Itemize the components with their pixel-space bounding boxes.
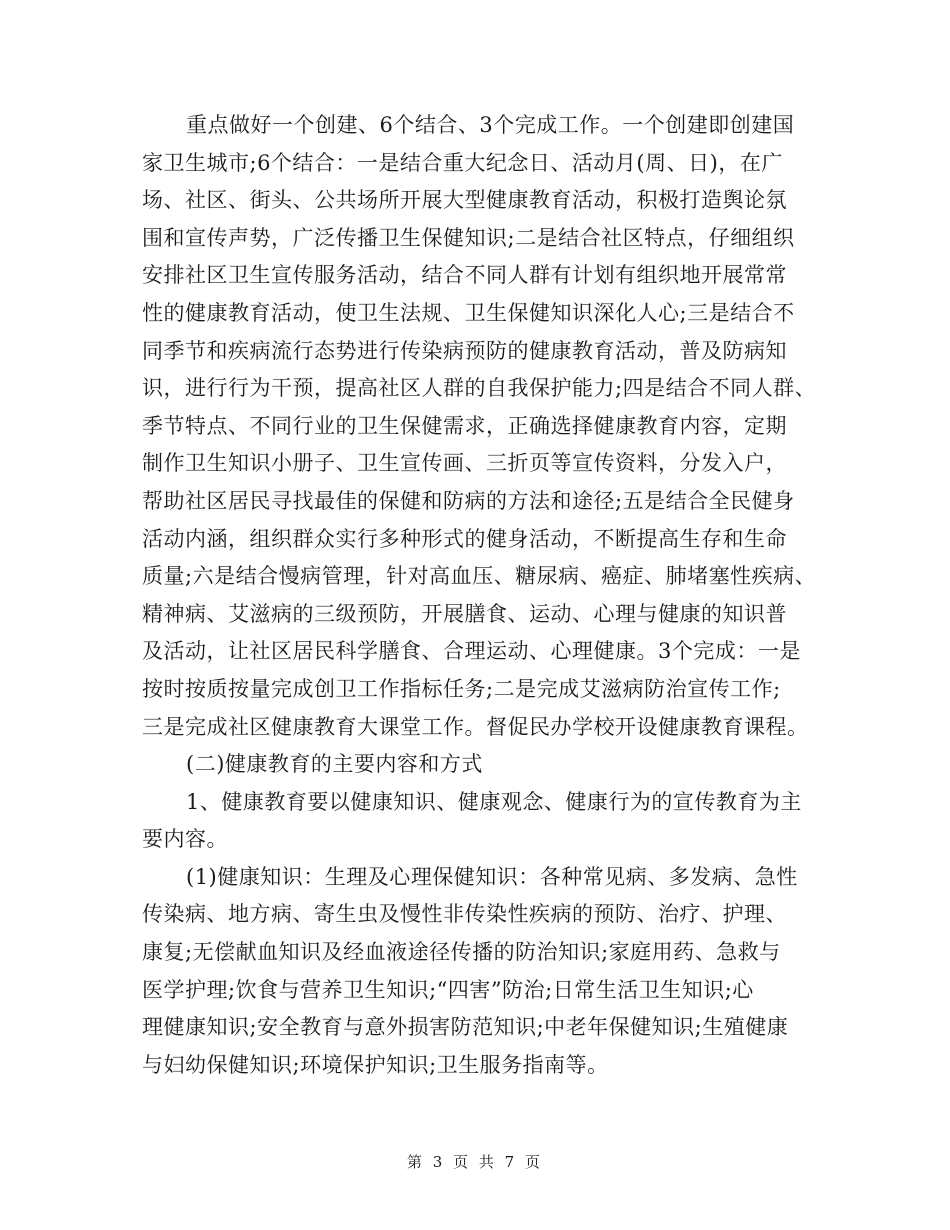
text-line: 重点做好一个创建、6个结合、3个完成工作。一个创建即创建国 [186, 113, 795, 137]
text-line: 三是完成社区健康教育大课堂工作。督促民办学校开设健康教育课程。 [142, 714, 809, 739]
text-line: (1)健康知识：生理及心理保健知识：各种常见病、多发病、急性 [186, 864, 798, 889]
document-body [142, 107, 822, 1084]
text-line: 同季节和疾病流行态势进行传染病预防的健康教育活动，普及防病知 [142, 338, 787, 363]
text-line: 帮助社区居民寻找最佳的保健和防病的方法和途径;五是结合全民健身 [142, 488, 795, 513]
text-line: 及活动，让社区居民科学膳食、合理运动、心理健康。3个完成：一是 [142, 639, 801, 664]
text-line: 场、社区、街头、公共场所开展大型健康教育活动，积极打造舆论氛 [142, 188, 787, 213]
text-line: 识，进行行为干预，提高社区人群的自我保护能力;四是结合不同人群、 [142, 376, 817, 401]
text-line: (二)健康教育的主要内容和方式 [186, 752, 483, 777]
text-line: 按时按质按量完成创卫工作指标任务;二是完成艾滋病防治宣传工作; [142, 676, 781, 701]
text-line: 活动内涵，组织群众实行多种形式的健身活动，不断提高生存和生命 [142, 526, 787, 551]
text-line: 医学护理;饮食与营养卫生知识;“四害”防治;日常生活卫生知识;心 [142, 977, 754, 1002]
text-line: 季节特点、不同行业的卫生保健需求，正确选择健康教育内容，定期 [142, 413, 787, 438]
text-line: 精神病、艾滋病的三级预防，开展膳食、运动、心理与健康的知识普 [142, 601, 787, 626]
text-line: 与妇幼保健知识;环境保护知识;卫生服务指南等。 [142, 1052, 609, 1077]
text-line: 制作卫生知识小册子、卫生宣传画、三折页等宣传资料，分发入户， [142, 451, 787, 476]
text-line: 质量;六是结合慢病管理，针对高血压、糖尿病、癌症、肺堵塞性疾病、 [142, 564, 817, 589]
text-line: 围和宣传声势，广泛传播卫生保健知识;二是结合社区特点，仔细组织 [142, 225, 795, 250]
text-line: 1、健康教育要以健康知识、健康观念、健康行为的宣传教育为主 [186, 789, 802, 814]
text-line: 要内容。 [142, 827, 228, 852]
text-line: 理健康知识;安全教育与意外损害防范知识;中老年保健知识;生殖健康 [142, 1015, 789, 1040]
text-line: 康复;无偿献血知识及经血液途径传播的防治知识;家庭用药、急救与 [142, 940, 781, 965]
page-footer: 第 3 页 共 7 页 [407, 1153, 543, 1171]
text-line: 家卫生城市;6个结合：一是结合重大纪念日、活动月(周、日)，在广 [142, 150, 783, 175]
text-line: 传染病、地方病、寄生虫及慢性非传染性疾病的预防、治疗、护理、 [142, 902, 787, 927]
text-line: 性的健康教育活动，使卫生法规、卫生保健知识深化人心;三是结合不 [142, 300, 795, 325]
text-line: 安排社区卫生宣传服务活动，结合不同人群有计划有组织地开展常常 [142, 263, 787, 288]
